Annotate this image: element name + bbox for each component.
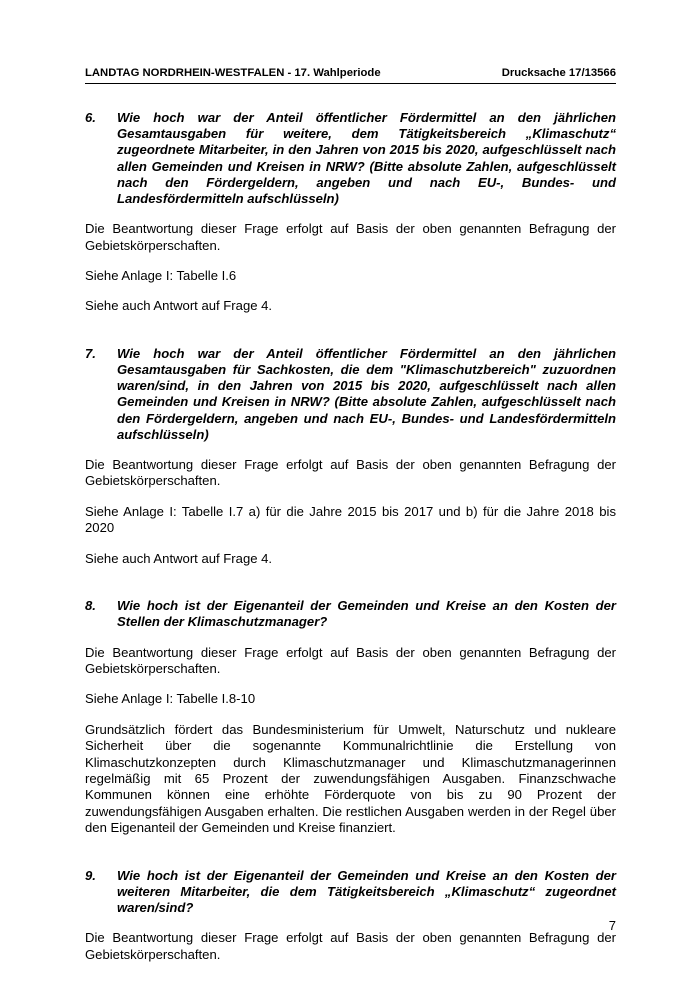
question-9 — [85, 868, 616, 917]
answer-paragraph: Die Beantwortung dieser Frage erfolgt auf Basis der oben genannten Befragung der Gebietskörperschaften. — [85, 930, 616, 962]
question-number: 9. — [85, 867, 96, 883]
question-number: 7. — [85, 345, 96, 361]
question-text: Wie hoch war der Anteil öffentlicher Fördermittel an den jährlichen Gesamtausgaben für weitere, dem Tätigkeitsbereich „Klimaschutz“ zugeordnete Mitarbeiter, in den Jahren von 2015 bis 2020, aufgeschlüsselt nach allen Gemeinden und Kreisen in NRW? (Bitte absolute Zahlen, aufgeschlüsselt nach den Fördergeldern, angeben und nach EU-, Bundes- und Landesfördermitteln aufschlüsseln) — [117, 110, 616, 207]
question-number: 6. — [85, 110, 96, 125]
question-text: Wie hoch war der Anteil öffentlicher Fördermittel an den jährlichen Gesamtausgaben für Sachkosten, die dem "Klimaschutzbereich" zuzuordnen waren/sind, in den Jahren von 2015 bis 2020, aufgeschlüsselt nach allen Gemeinden und Kreisen in NRW? (Bitte absolute Zahlen, aufgeschlüsselt nach den Fördergeldern, angeben und nach EU-, Bundes- und Landesfördermitteln aufschlüsseln) — [117, 345, 616, 442]
document-body — [85, 110, 616, 963]
answer-paragraph: Siehe Anlage I: Tabelle I.8-10 — [85, 691, 256, 707]
question-8 — [85, 598, 616, 630]
answer-paragraph: Siehe Anlage I: Tabelle I.7 a) für die Jahre 2015 bis 2017 und b) für die Jahre 2018 bis 2020 — [85, 503, 616, 536]
page-header — [85, 67, 616, 79]
question-7 — [85, 346, 616, 443]
question-text: Wie hoch ist der Eigenanteil der Gemeinden und Kreise an den Kosten der weiteren Mitarbeiter, die dem Tätigkeitsbereich „Klimaschutz“ zugeordnet waren/sind? — [117, 867, 616, 915]
header-rule — [85, 83, 616, 84]
answer-paragraph: Die Beantwortung dieser Frage erfolgt auf Basis der oben genannten Befragung der Gebietskörperschaften. — [85, 644, 616, 676]
answer-paragraph: Siehe auch Antwort auf Frage 4. — [85, 298, 273, 314]
answer-paragraph: Grundsätzlich fördert das Bundesministerium für Umwelt, Naturschutz und nukleare Sicherheit über die sogenannte Kommunalrichtlinie die Erstellung von Klimaschutzkonzepten durch Klimaschutzmanager und Klimaschutzmanagerinnen regelmäßig mit 65 Prozent der zuwendungsfähigen Ausgaben. Finanzschwache Kommunen können eine erhöhte Förderquote von bis zu 90 Prozent der zuwendungsfähigen Ausgaben erhalten. Die restlichen Ausgaben werden in der Regel über den Eigenanteil der Gemeinden und Kreise finanziert. — [85, 721, 616, 836]
answer-paragraph: Siehe auch Antwort auf Frage 4. — [85, 550, 273, 566]
question-6 — [85, 110, 616, 207]
answer-paragraph: Siehe Anlage I: Tabelle I.6 — [85, 268, 237, 284]
header-document-number: Drucksache 17/13566 — [501, 67, 616, 79]
page-number: 7 — [608, 918, 616, 933]
question-number: 8. — [85, 598, 96, 614]
header-parliament-title: LANDTAG NORDRHEIN-WESTFALEN - 17. Wahlperiode — [85, 67, 381, 79]
answer-paragraph: Die Beantwortung dieser Frage erfolgt auf Basis der oben genannten Befragung der Gebietskörperschaften. — [85, 457, 616, 489]
question-text: Wie hoch ist der Eigenanteil der Gemeinden und Kreise an den Kosten der Stellen der Klimaschutzmanager? — [117, 598, 616, 630]
answer-paragraph: Die Beantwortung dieser Frage erfolgt auf Basis der oben genannten Befragung der Gebietskörperschaften. — [85, 221, 616, 253]
